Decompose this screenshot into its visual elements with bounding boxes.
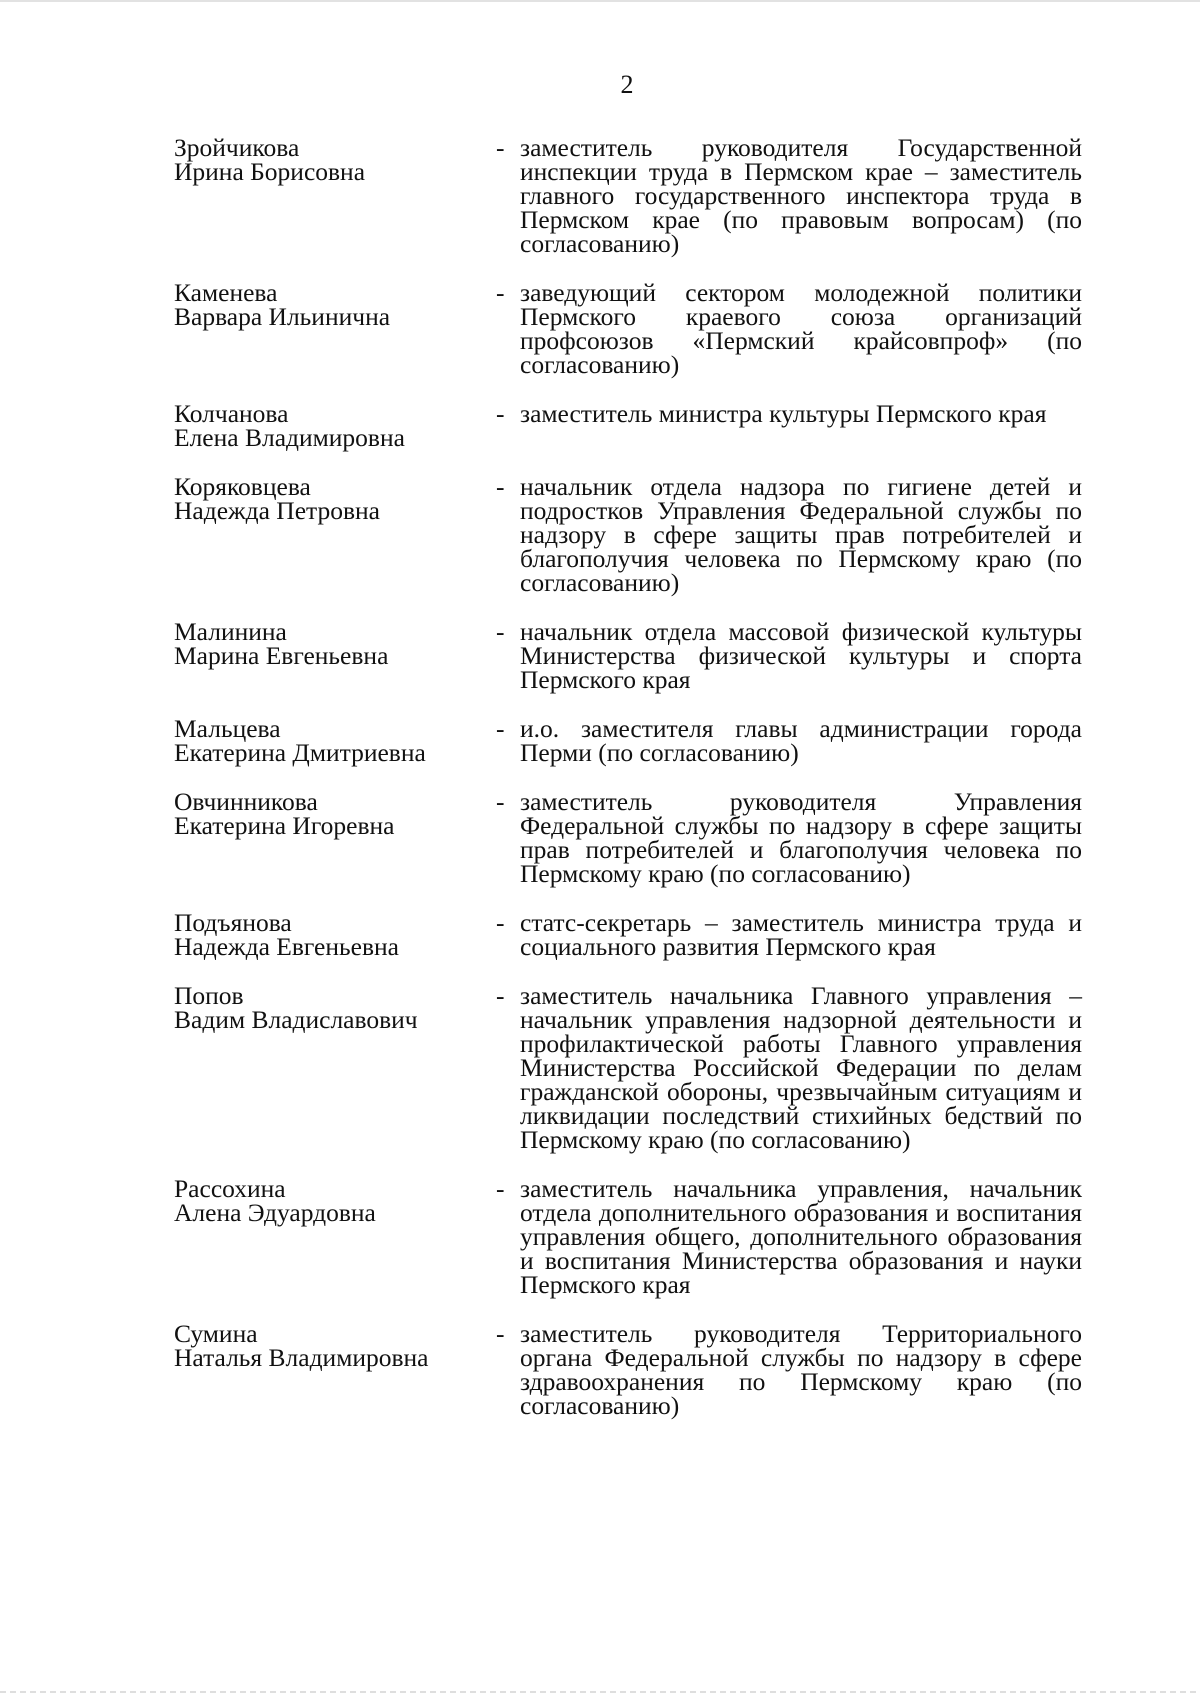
- member-given-name: Надежда Евгеньевна: [174, 932, 399, 961]
- member-role: статс-секретарь – заместитель министра труда и социального развития Пермского края: [520, 908, 1082, 961]
- member-role: начальник отдела массовой физической культуры Министерства физической культуры и спорта Пермского края: [520, 617, 1082, 694]
- member-role: начальник отдела надзора по гигиене детей и подростков Управления Федеральной службы по надзору в сфере защиты прав потребителей и благополучия человека по Пермскому краю (по согласованию): [520, 472, 1082, 597]
- dash-separator: -: [496, 981, 505, 1010]
- list-item: [174, 714, 1084, 767]
- member-surname: Попов: [174, 981, 244, 1010]
- member-given-name: Алена Эдуардовна: [174, 1198, 376, 1227]
- dash-separator: -: [496, 908, 505, 937]
- dash-separator: -: [496, 787, 505, 816]
- list-item: [174, 981, 1084, 1154]
- member-name: [174, 714, 496, 767]
- member-surname: Овчинникова: [174, 787, 318, 816]
- member-name: [174, 981, 496, 1034]
- dash-separator: -: [496, 714, 505, 743]
- scan-top-edge: [0, 0, 1200, 2]
- member-role: заместитель начальника управления, начальник отдела дополнительного образования и воспитания управления общего, дополнительного образования и воспитания Министерства образования и науки Пермского края: [520, 1174, 1082, 1299]
- member-role: и.о. заместителя главы администрации города Перми (по согласованию): [520, 714, 1082, 767]
- member-list: [174, 133, 1084, 1420]
- member-given-name: Екатерина Дмитриевна: [174, 738, 426, 767]
- member-name: [174, 1174, 496, 1227]
- member-given-name: Вадим Владиславович: [174, 1005, 418, 1034]
- member-given-name: Елена Владимировна: [174, 423, 405, 452]
- member-surname: Каменева: [174, 278, 278, 307]
- dash-separator: -: [496, 399, 505, 428]
- list-item: [174, 278, 1084, 379]
- list-item: [174, 1319, 1084, 1420]
- member-name: [174, 1319, 496, 1372]
- dash-separator: -: [496, 278, 505, 307]
- member-surname: Подъянова: [174, 908, 292, 937]
- member-name: [174, 908, 496, 961]
- member-surname: Малинина: [174, 617, 287, 646]
- member-role: заместитель начальника Главного управления – начальник управления надзорной деятельности и профилактической работы Главного управления Министерства Российской Федерации по делам гражданской обороны, чрезвычайным ситуациям и ликвидации последствий стихийных бедствий по Пермскому краю (по согласованию): [520, 981, 1082, 1154]
- member-role: заместитель руководителя Территориального органа Федеральной службы по надзору в сфере здравоохранения по Пермскому краю (по согласованию): [520, 1319, 1082, 1420]
- list-item: [174, 133, 1084, 258]
- member-given-name: Наталья Владимировна: [174, 1343, 429, 1372]
- member-role: заведующий сектором молодежной политики Пермского краевого союза организаций профсоюзов «Пермский крайсовпроф» (по согласованию): [520, 278, 1082, 379]
- dash-separator: -: [496, 617, 505, 646]
- member-surname: Зройчикова: [174, 133, 300, 162]
- list-item: [174, 1174, 1084, 1299]
- page-number: 2: [620, 70, 634, 99]
- member-surname: Мальцева: [174, 714, 281, 743]
- member-surname: Сумина: [174, 1319, 258, 1348]
- member-given-name: Марина Евгеньевна: [174, 641, 389, 670]
- member-role: заместитель руководителя Государственной инспекции труда в Пермском крае – заместитель главного государственного инспектора труда в Пермском крае (по правовым вопросам) (по согласованию): [520, 133, 1082, 258]
- member-name: [174, 617, 496, 670]
- list-item: [174, 399, 1084, 452]
- member-given-name: Варвара Ильинична: [174, 302, 391, 331]
- dash-separator: -: [496, 1174, 505, 1203]
- member-given-name: Надежда Петровна: [174, 496, 381, 525]
- member-given-name: Екатерина Игоревна: [174, 811, 395, 840]
- dash-separator: -: [496, 133, 505, 162]
- member-role: заместитель министра культуры Пермского края: [520, 399, 1047, 428]
- dash-separator: -: [496, 1319, 505, 1348]
- member-name: [174, 278, 496, 331]
- member-surname: Колчанова: [174, 399, 289, 428]
- member-surname: Рассохина: [174, 1174, 286, 1203]
- list-item: [174, 617, 1084, 694]
- list-item: [174, 787, 1084, 888]
- list-item: [174, 908, 1084, 961]
- member-given-name: Ирина Борисовна: [174, 157, 366, 186]
- scan-bottom-edge: [0, 1691, 1200, 1693]
- member-surname: Коряковцева: [174, 472, 311, 501]
- member-name: [174, 472, 496, 525]
- dash-separator: -: [496, 472, 505, 501]
- member-role: заместитель руководителя Управления Федеральной службы по надзору в сфере защиты прав потребителей и благополучия человека по Пермскому краю (по согласованию): [520, 787, 1082, 888]
- member-name: [174, 787, 496, 840]
- member-name: [174, 133, 496, 186]
- list-item: [174, 472, 1084, 597]
- member-name: [174, 399, 496, 452]
